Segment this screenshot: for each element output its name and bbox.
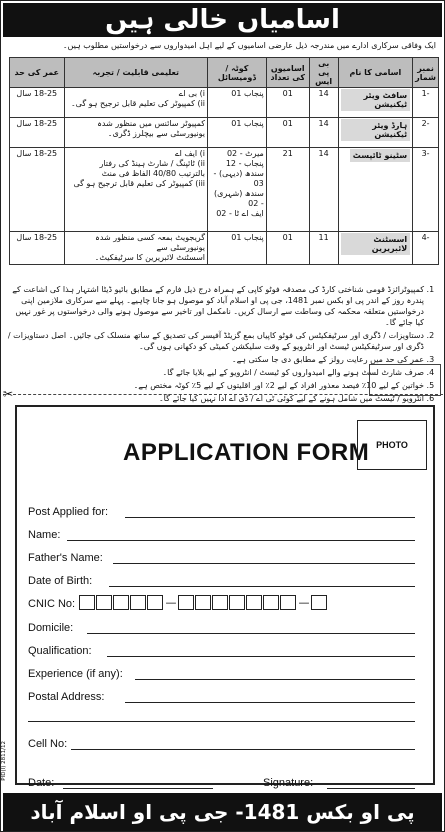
header-qualification: تعلیمی قابلیت / تجربہ xyxy=(64,58,207,88)
qualification-label: Qualification: xyxy=(28,645,92,657)
father-name-input[interactable] xyxy=(113,563,415,564)
signature-input[interactable] xyxy=(327,788,415,789)
date-input[interactable] xyxy=(63,788,213,789)
cell-num: -4 xyxy=(413,232,439,265)
father-name-label: Father's Name: xyxy=(28,552,103,564)
cell-posts: 01 xyxy=(266,118,309,148)
header-title: اسامی کا نام xyxy=(338,58,413,88)
pid-code: PID(I) 2811/12 xyxy=(1,741,7,781)
form-title: APPLICATION FORM xyxy=(123,439,370,466)
table-row xyxy=(10,118,439,148)
experience-label: Experience (if any): xyxy=(28,668,123,680)
list-item: 6. انٹرویو / ٹیسٹ میں شامل ہونے کے لیے کوئی ٹی اے / ڈی اے ادا نہیں کیا جائے گا۔ xyxy=(6,393,424,404)
dob-label: Date of Birth: xyxy=(28,575,93,587)
header-num: نمبر شمار xyxy=(413,58,439,88)
footer-address: پی او بکس 1481- جی پی او اسلام آباد xyxy=(30,800,415,824)
qualification-input[interactable] xyxy=(107,656,415,657)
table-row xyxy=(10,148,439,232)
cell-age: 18-25 سال xyxy=(10,232,65,265)
dob-input[interactable] xyxy=(109,586,415,587)
header-age: عمر کی حد xyxy=(10,58,65,88)
cell-title xyxy=(338,232,413,265)
cut-line xyxy=(3,394,443,395)
cell-bps: 11 xyxy=(309,232,338,265)
domicile-input[interactable] xyxy=(87,633,415,634)
vacancies-table xyxy=(9,57,439,265)
cell-age: 18-25 سال xyxy=(10,118,65,148)
cell-title xyxy=(338,118,413,148)
list-item: 5. خواتین کے لیے 10٪ فیصد معذور افراد کے لیے 2٪ اور اقلیتوں کے لیے 5٪ کوٹہ مختص ہے۔ xyxy=(6,380,424,391)
signature-label: Signature: xyxy=(263,777,314,789)
list-item: 4. صرف شارٹ لسٹ ہونے والے امیدواروں کو ٹیسٹ / انٹرویو کے لیے بلایا جائے گا۔ xyxy=(6,367,424,378)
name-label: Name: xyxy=(28,529,61,541)
table-row xyxy=(10,88,439,118)
cell-label: Cell No: xyxy=(28,738,68,750)
cnic-input[interactable]: — — xyxy=(79,595,328,610)
cell-num: -2 xyxy=(413,118,439,148)
cell-age: 18-25 سال xyxy=(10,148,65,232)
cell-quota: میرٹ - 02 پنجاب - 12 سندھ (دیہی) - 03 سندھ (شہری) - 02 ایف اے ٹا - 02 xyxy=(208,148,267,232)
stamp-box xyxy=(369,364,441,396)
cell-qualification: کمپیوٹر سائنس میں منظور شدہ یونیورسٹی سے بیچلرز ڈگری۔ xyxy=(64,118,207,148)
date-label: Date: xyxy=(28,777,55,789)
cell-quota: پنجاب 01 xyxy=(208,118,267,148)
cell-title xyxy=(338,148,413,232)
photo-label: PHOTO xyxy=(376,440,408,450)
postal-address-input-line2[interactable] xyxy=(28,721,415,722)
cell-posts: 01 xyxy=(266,232,309,265)
experience-input[interactable] xyxy=(135,679,415,680)
cell-posts: 21 xyxy=(266,148,309,232)
list-item: 1. کمپیوٹرائزڈ قومی شناختی کارڈ کی مصدقہ فوٹو کاپی کے ہمراہ درج ذیل فارم کے مطابق بائیو ڈیٹا اشتہار ہذا کی اشاعت کے پندرہ روز کے اندر پی او بکس نمبر 1481، جی پی او اسلام آباد کو موصول ہو جانا چاہیے۔ پہلے سے سرکاری ملازمین اپنی درخواستیں متعلقہ محکمہ کی وساطت سے ارسال کریں۔ نامکمل اور تاخیر سے موصول ہونے والی درخواستوں پر غور نہیں کیا جائے گا۔ xyxy=(6,284,424,328)
postal-address-label: Postal Address: xyxy=(28,691,105,703)
post-title: سافٹ ویئر ٹیکنیشن xyxy=(341,89,411,111)
post-title: ہارڈ ویئر ٹیکنیشن xyxy=(341,119,411,141)
list-item: 2. دستاویزات / ڈگری اور سرٹیفکیٹس کی فوٹو کاپیاں بمع گزیٹڈ آفیسر کی تصدیق کے ساتھ منسلک کی جائیں۔ اصل دستاویزات / ڈگری اور سرٹیفکیٹس ٹیسٹ اور انٹرویو کے وقت سلیکشن کمیٹی کو دکھانی ہوں گی۔ xyxy=(6,330,424,352)
cell-qualification: i) بی اے ii) کمپیوٹر کی تعلیم قابل ترجیح ہو گی۔ xyxy=(64,88,207,118)
post-applied-label: Post Applied for: xyxy=(28,506,109,518)
cell-bps: 14 xyxy=(309,118,338,148)
photo-box xyxy=(357,420,427,470)
cell-title xyxy=(338,88,413,118)
cell-quota: پنجاب 01 xyxy=(208,232,267,265)
list-item: 3. عمر کی حد میں رعایت رولز کے مطابق دی جا سکتی ہے۔ xyxy=(6,354,424,365)
table-body xyxy=(10,88,439,265)
cell-quota: پنجاب 01 xyxy=(208,88,267,118)
vacancies-banner xyxy=(3,3,442,37)
cell-bps: 14 xyxy=(309,148,338,232)
table-row xyxy=(10,232,439,265)
header-bps: بی پی ایس xyxy=(309,58,338,88)
postal-address-input[interactable] xyxy=(125,702,415,703)
cell-input[interactable] xyxy=(71,749,415,750)
footer-banner xyxy=(3,793,442,831)
cell-posts: 01 xyxy=(266,88,309,118)
domicile-label: Domicile: xyxy=(28,622,74,634)
cell-qualification: i) ایف اے ii) ٹائپنگ / شارٹ ہینڈ کی رفتار بالترتیب 40/80 الفاظ فی منٹ iii) کمپیوٹر کی تعلیم قابل ترجیح ہو گی xyxy=(64,148,207,232)
post-title: اسسٹنٹ لائبریرین xyxy=(341,233,411,255)
cell-bps: 14 xyxy=(309,88,338,118)
cell-age: 18-25 سال xyxy=(10,88,65,118)
name-input[interactable] xyxy=(67,540,415,541)
intro-text: ایک وفاقی سرکاری ادارے میں مندرجہ ذیل عارضی اسامیوں کے لیے اہل امیدواروں سے درخواستیں مطلوب ہیں۔ xyxy=(62,41,436,50)
banner-title: اسامیاں خالی ہیں xyxy=(105,5,340,35)
header-posts: اسامیوں کی تعداد xyxy=(266,58,309,88)
cnic-label: CNIC No: xyxy=(28,598,76,610)
post-applied-input[interactable] xyxy=(125,517,415,518)
cell-num: -1 xyxy=(413,88,439,118)
cell-num: -3 xyxy=(413,148,439,232)
header-quota: کوٹہ / ڈومیسائل xyxy=(208,58,267,88)
cell-qualification: گریجویٹ بمعہ کسی منظور شدہ یونیورسٹی سے اسسٹنٹ لائبریرین کا سرٹیفکیٹ۔ xyxy=(64,232,207,265)
table-header-row xyxy=(10,58,439,88)
scissors-icon: ✂ xyxy=(3,387,14,401)
post-title: سٹینو ٹائپسٹ xyxy=(350,149,410,162)
